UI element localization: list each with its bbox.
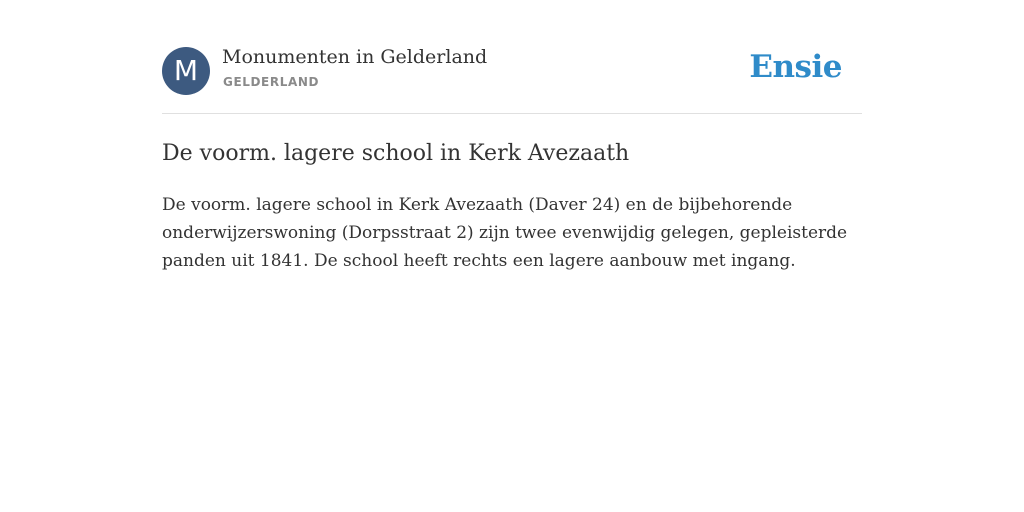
brand-logo[interactable]: Ensie bbox=[749, 49, 842, 85]
avatar[interactable]: M bbox=[162, 47, 210, 95]
article-card bbox=[162, 46, 862, 275]
source-subtitle: GELDERLAND bbox=[223, 75, 320, 89]
article-body: De voorm. lagere school in Kerk Avezaath (Daver 24) en de bijbehorende onderwijzerswoning (Dorpsstraat 2) zijn twee evenwijdig gelegen, gepleisterde panden uit 1841. De school heeft rechts een lagere aanbouw met ingang. bbox=[162, 195, 848, 271]
source-name[interactable]: Monumenten in Gelderland bbox=[222, 46, 488, 68]
card-header bbox=[162, 46, 862, 114]
article-title: De voorm. lagere school in Kerk Avezaath bbox=[162, 141, 630, 166]
